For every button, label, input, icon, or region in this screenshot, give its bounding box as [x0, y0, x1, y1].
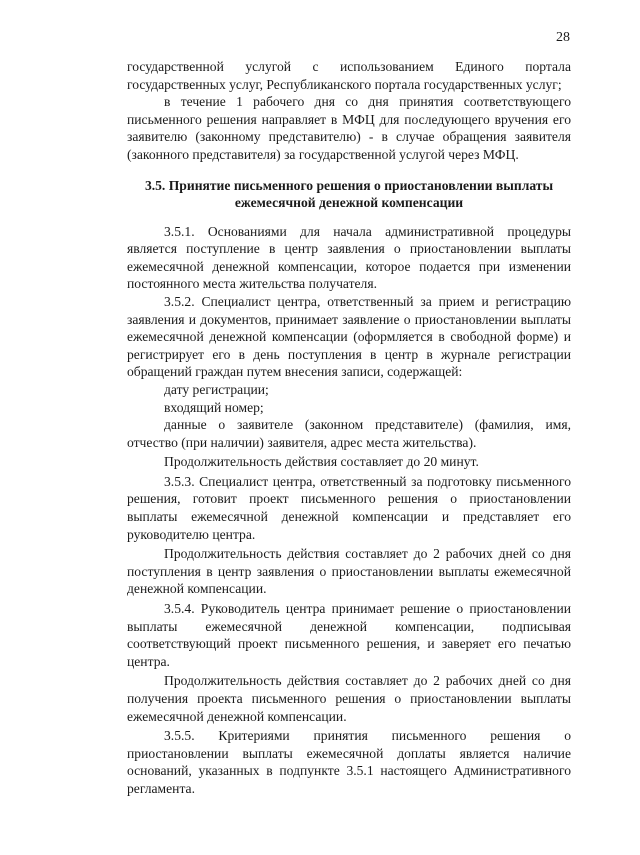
page-number: 28 — [556, 30, 570, 45]
paragraph: Продолжительность действия составляет до 2 рабочих дней со дня поступления в центр заявления о приостановлении выплаты ежемесячной денежной компенсации. — [127, 546, 571, 597]
paragraph: 3.5.5. Критериями принятия письменного решения о приостановлении выплаты ежемесячной доплаты является наличие оснований, указанных в подпункте 3.5.1 настоящего Административного регламента. — [127, 728, 571, 796]
paragraph: государственной услугой с использованием Единого портала государственных услуг, Республиканского портала государственных услуг; — [127, 59, 571, 92]
paragraph: в течение 1 рабочего дня со дня принятия соответствующего письменного решения направляет в МФЦ для последующего вручения его заявителю (законному представителю) - в случае обращения заявителя (законного представителя) за государственной услугой через МФЦ. — [127, 94, 571, 162]
section-heading: 3.5. Принятие письменного решения о приостановлении выплаты ежемесячной денежной компенсации — [144, 177, 554, 210]
document-body — [127, 58, 571, 798]
paragraph: Продолжительность действия составляет до 2 рабочих дней со дня получения проекта письменного решения о приостановлении выплаты ежемесячной денежной компенсации. — [127, 673, 571, 724]
paragraph: данные о заявителе (законном представителе) (фамилия, имя, отчество (при наличии) заявителя, адрес места жительства). — [127, 417, 571, 450]
paragraph: 3.5.1. Основаниями для начала административной процедуры является поступление в центр заявления о приостановлении выплаты ежемесячной денежной компенсации, которое подается при изменении постоянного места жительства получателя. — [127, 223, 571, 292]
paragraph: 3.5.3. Специалист центра, ответственный за подготовку письменного решения, готовит проект письменного решения о приостановлении выплаты ежемесячной денежной компенсации и представляет его руководителю центра. — [127, 473, 571, 542]
paragraph: Продолжительность действия составляет до 20 минут. — [164, 454, 479, 470]
list-item: входящий номер; — [164, 399, 264, 415]
paragraph: 3.5.2. Специалист центра, ответственный за прием и регистрацию заявления и документов, принимает заявление о приостановлении выплаты ежемесячной денежной компенсации (оформляется в свободной форме) и регистрирует его в день поступления в центр в журнале регистрации обращений граждан путем внесения записи, содержащей: — [127, 293, 571, 380]
list-item: дату регистрации; — [164, 381, 269, 397]
paragraph: 3.5.4. Руководитель центра принимает решение о приостановлении выплаты ежемесячной денежной компенсации, подписывая соответствующий проект письменного решения, и заверяет его печатью центра. — [127, 601, 571, 669]
